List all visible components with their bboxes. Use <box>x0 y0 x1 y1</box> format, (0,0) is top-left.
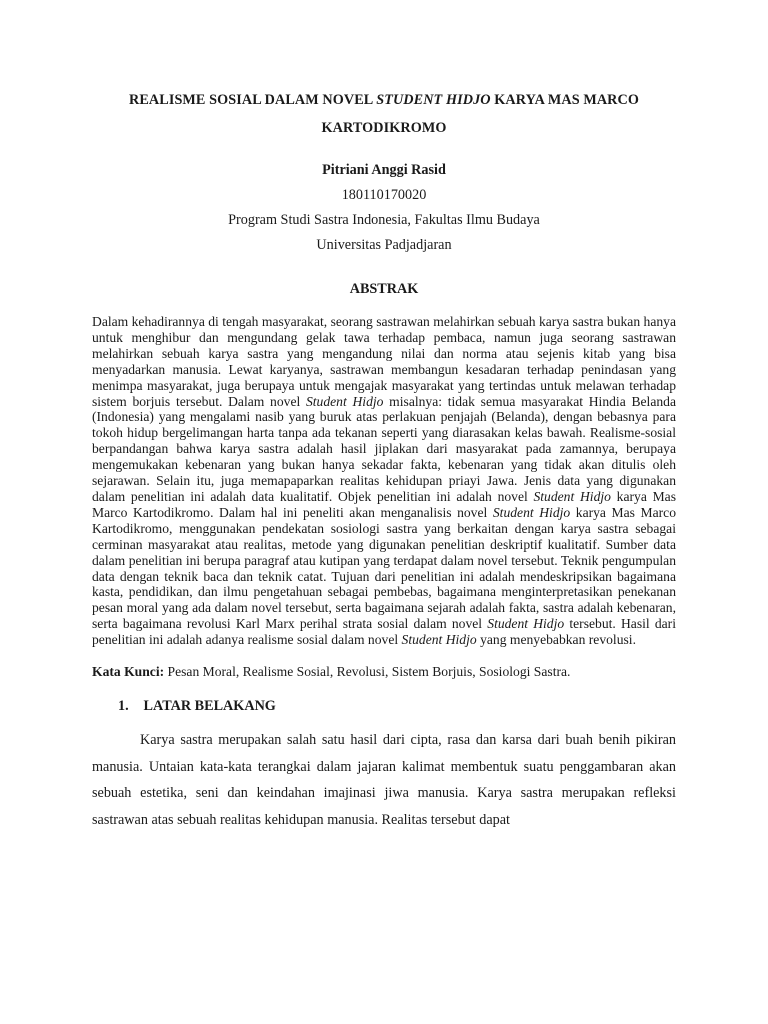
abstract-heading: ABSTRAK <box>349 281 419 297</box>
novel-title: Student Hidjo <box>492 504 571 520</box>
affiliation: Program Studi Sastra Indonesia, Fakultas Ilmu Budaya <box>228 212 540 228</box>
paper-page <box>92 86 676 833</box>
section-heading <box>92 695 676 717</box>
keywords-label: Kata Kunci: <box>92 664 165 680</box>
paper-title <box>92 86 676 142</box>
section-title: LATAR BELAKANG <box>143 698 276 715</box>
novel-title: Student Hidjo <box>401 632 477 648</box>
title-text: REALISME SOSIAL DALAM NOVEL <box>129 92 377 108</box>
novel-title: Student Hidjo <box>533 488 611 504</box>
section-number: 1. <box>118 698 129 715</box>
abstract-text: karya Mas Marco Kartodikromo. Dalam hal ini peneliti akan menganalisis novel <box>92 488 676 520</box>
title-italic-text: STUDENT HIDJO <box>376 92 491 108</box>
title-text-end: KARYA MAS MARCO KARTODIKROMO <box>321 92 639 136</box>
abstract-text: yang menyebabkan revolusi. <box>476 632 636 648</box>
abstract-text: karya Mas Marco Kartodikromo, menggunakan pendekatan sosiologi sastra yang berkaitan dengan karya sastra sebagai cerminan masyarakat atau realitas, metode yang digunakan penelitian deskriptif kualitatif. Sumber data dalam penelitian ini berupa paragraf atau kutipan yang terdapat dalam novel tersebut. Teknik pengumpulan data dengan teknik baca dan teknik catat. Tujuan dari penelitian ini adalah mendeskripsikan bagaimana kasta, pendidikan, dan ilmu pengetahuan sebagai pembebas, bagaimana menginterpretasikan penekanan pesan moral yang ada dalam novel tersebut, serta bagaimana sejarah adalah fakta, sastra adalah kebenaran, serta bagaimana revolusi Karl Marx perihal strata sosial dalam novel <box>92 504 677 632</box>
author-name: Pitriani Anggi Rasid <box>322 162 446 178</box>
student-id: 180110170020 <box>341 187 427 203</box>
abstract-text: Dalam kehadirannya di tengah masyarakat, seorang sastrawan melahirkan sebuah karya sastra bukan hanya untuk menghibur dan mengundang gelak tawa terhadap pembaca, namun juga seorang sastrawan melahirkan sebuah karya sastra yang mengandung nilai dan norma atau sejenis kitab yang bisa menyadarkan manusia. Lewat karyanya, sastrawan membangun kesadaran terhadap penindasan yang menimpa masyarakat, juga berupaya untuk mengajak masyarakat yang tertindas untuk melawan terhadap sistem borjuis tersebut. Dalam novel <box>92 314 676 409</box>
keywords <box>92 663 676 681</box>
abstract-text: tersebut. Hasil dari penelitian ini adalah adanya realisme sosial dalam novel <box>92 616 676 648</box>
abstract-paragraph <box>92 314 676 648</box>
body-paragraph: Karya sastra merupakan salah satu hasil dari cipta, rasa dan karsa dari buah benih pikiran manusia. Untaian kata-kata terangkai dalam jajaran kalimat membentuk suatu penggambaran akan sebuah estetika, seni dan keindahan imajinasi jiwa manusia. Karya sastra merupakan refleksi sastrawan atas sebuah realitas kehidupan manusia. Realitas tersebut dapat <box>92 732 676 828</box>
novel-title: Student Hidjo <box>305 393 384 409</box>
keywords-list: Pesan Moral, Realisme Sosial, Revolusi, Sistem Borjuis, Sosiologi Sastra. <box>164 664 571 680</box>
abstract-text: misalnya: tidak semua masyarakat Hindia Belanda (Indonesia) yang mengalami nasib yang buruk atas perlakuan penjajah (Belanda), dengan bebasnya para tokoh hidup bergelimangan harta tanpa ada tekanan seperti yang diarasakan kelas bawah. Realisme-sosial berpandangan bahwa karya sastra adalah hasil jiplakan dari masyarakat pada zamannya, berupaya mengemukakan kebenaran yang bukan hanya sekadar fakta, kebenaran yang tidak akan ditulis oleh sejarawan. Selain itu, juga memapaparkan realitas kehidupan priayi Jawa. Jenis data yang digunakan dalam penelitian ini adalah data kualitatif. Objek penelitian ini adalah novel <box>92 393 676 504</box>
university: Universitas Padjadjaran <box>316 237 452 253</box>
novel-title: Student Hidjo <box>487 616 565 632</box>
